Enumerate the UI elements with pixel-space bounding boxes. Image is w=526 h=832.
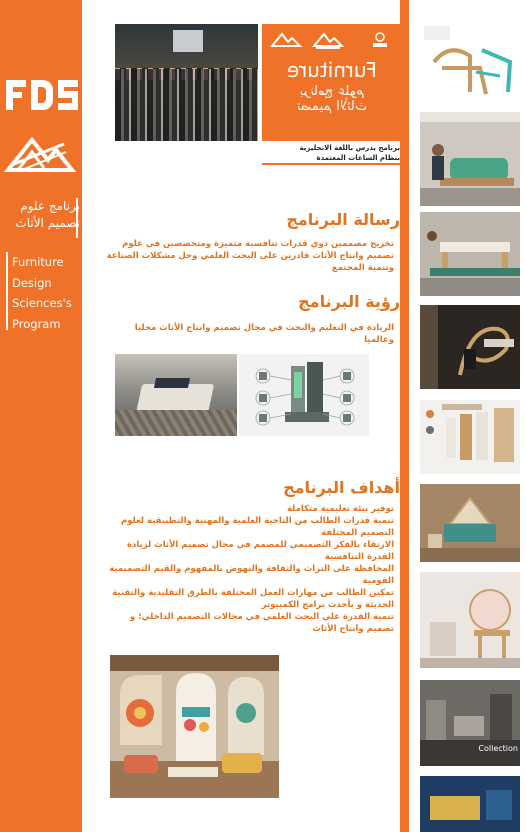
program-name-english-line: Design xyxy=(12,275,52,290)
program-name-english-line: Furniture xyxy=(12,255,64,269)
goal-item: توفير بيئة تعليمية متكاملة xyxy=(286,504,394,514)
gallery-caption: Collection xyxy=(478,744,518,753)
collection-scene xyxy=(420,680,520,766)
program-title-mirrored: Furniture xyxy=(287,58,377,82)
sidebar xyxy=(0,0,82,832)
interior-render xyxy=(110,655,279,798)
note-language: برنامج يدرس باللغة الانجليزية xyxy=(299,144,400,152)
gallery-spiral-image xyxy=(420,305,520,389)
gallery-console-image xyxy=(420,572,520,668)
goal-item: المحافظة على التراث والثقافة والنهوض بالمفهوم والقيم التصميمية القومية xyxy=(109,564,394,586)
gallery-collection-image xyxy=(420,680,520,766)
gallery-moodboard-image xyxy=(420,400,520,474)
accent-strip xyxy=(400,0,409,832)
mission-text: تخريج مصممين ذوي قدرات تنافسية متميزة ومتخصصين في علوم تصميم وانتاج الأثاث قادرين على البحث العلمي وحل مشكلات الصناعة وتنمية المجتمع xyxy=(106,239,394,273)
program-name-english xyxy=(12,252,82,334)
gallery-vanity-image xyxy=(420,484,520,562)
divider xyxy=(6,252,8,330)
program-name-english-line: Sciences's xyxy=(12,296,72,310)
mission-heading: رسالة البرنامج xyxy=(286,210,400,229)
goal-item: تنمية قدرات الطالب من الناحية العلمية والمهنية والتطبيقية لعلوم التصميم المختلفة xyxy=(120,516,394,538)
goals-list xyxy=(104,503,394,635)
group-photo xyxy=(115,24,258,141)
program-subtitle-mirrored: تصميم الأثاث xyxy=(297,99,367,114)
program-name-arabic xyxy=(10,198,80,232)
program-notes xyxy=(262,143,400,163)
goal-item: تنمية القدرة علي البحث العلمي في مجالات التصميم الداخلي؛ و تصميم وانتاج الأثاث xyxy=(129,612,394,634)
gallery-table-image xyxy=(420,212,520,296)
gallery-lounge-image xyxy=(420,112,520,206)
program-name-arabic-line: تصميم الأثاث xyxy=(15,216,80,230)
bench-photo xyxy=(115,354,237,436)
vision-heading: رؤية البرنامج xyxy=(298,292,400,311)
program-subtitle-mirrored: برنامج علوم xyxy=(299,84,365,99)
goals-heading: أهداف البرنامج xyxy=(283,478,400,497)
program-name-english-line: Program xyxy=(12,316,61,331)
program-name-arabic-line: برنامج علوم xyxy=(20,199,80,213)
goal-item: تمكين الطالب من مهارات العمل المختلفة بالطرق التقليدية والتقنية الحديثة و بأحدث برامج الكمبيوتر xyxy=(112,588,394,610)
partner-logos-icon xyxy=(268,30,394,50)
main-content xyxy=(82,0,400,832)
goal-item: الارتقاء بالفكر التصميمي للمصمم في مجال تصميم الأثاث لزيادة القدرة التنافسية xyxy=(126,540,394,562)
fds-logo xyxy=(4,78,80,112)
house-logo-icon xyxy=(4,130,76,174)
gallery-blue-image xyxy=(420,776,520,832)
bench-diagram xyxy=(239,354,369,436)
note-credit-hours: بنظام الساعات المعتمدة xyxy=(316,154,400,162)
vision-text: الريادة في التعليم والبحث في مجال تصميم وانتاج الأثاث محليا وعالميا xyxy=(134,323,394,345)
program-title-box xyxy=(262,24,400,141)
gallery-chair-image xyxy=(420,22,520,102)
